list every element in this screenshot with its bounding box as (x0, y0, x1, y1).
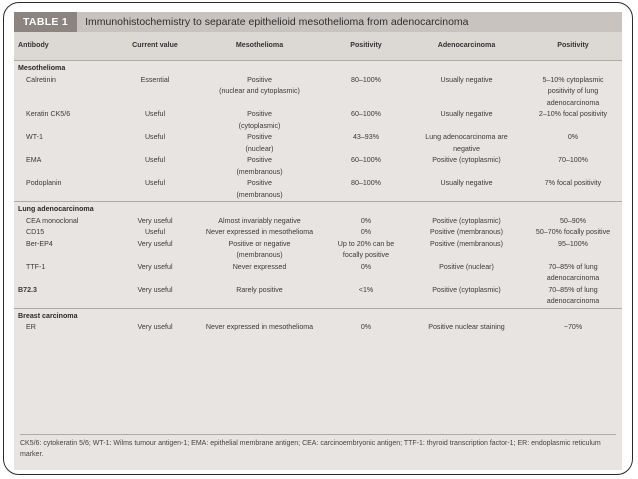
table-cell: Very useful (137, 323, 173, 331)
table-cell: Useful (144, 133, 166, 141)
table-cell: Positive (membranous) (430, 228, 503, 236)
table-row (14, 75, 622, 110)
table-row (14, 178, 622, 202)
table-tag: TABLE 1 (14, 12, 77, 32)
table-cell: WT-1 (26, 133, 43, 141)
table-cell: 70–85% of lung adenocarcinoma (546, 285, 600, 305)
col-header: Positivity (323, 32, 409, 61)
table-cell: Positive (cytoplasmic) (432, 216, 501, 225)
table-cell: Very useful (137, 262, 173, 271)
table-row (14, 262, 622, 285)
table-row (14, 285, 622, 309)
table-cell: Positive (nuclear and cytoplasmic) (219, 75, 300, 95)
table-cell: 2–10% focal positivity (538, 110, 608, 118)
table-cell: Rarely positive (236, 285, 283, 294)
table-cell: Positive (cytoplasmic) (238, 110, 281, 130)
table-body (14, 61, 622, 346)
table-cell: Positive (nuclear) (245, 133, 274, 153)
table-cell: 5–10% cytoplasmic positivity of lung adenocarcinoma (542, 75, 604, 107)
table-row (14, 322, 622, 345)
table-row (14, 132, 622, 155)
table-cell: Positive (membranous) (236, 156, 283, 176)
table-cell: B72.3 (18, 285, 37, 294)
table-cell: 7% focal positivity (544, 179, 602, 187)
table-row (14, 216, 622, 228)
table-cell: Essential (140, 75, 170, 84)
table-cell: 0% (360, 216, 372, 225)
table-cell: Never expressed (232, 262, 287, 271)
section-title: Breast carcinoma (14, 308, 622, 322)
table-cell: Podoplanin (26, 179, 62, 187)
table-cell: 0% (567, 133, 579, 141)
table-cell: Keratin CK5/6 (26, 110, 71, 118)
table-row (14, 155, 622, 178)
table-row (14, 109, 622, 132)
table-cell: 0% (360, 228, 372, 236)
table-cell: Very useful (137, 285, 173, 294)
table-cell: Usually negative (440, 179, 493, 187)
table-cell: 43–93% (352, 133, 380, 141)
table-cell: Useful (144, 110, 166, 118)
table-cell: Almost invariably negative (218, 216, 301, 225)
table-cell: EMA (26, 156, 42, 164)
table-footnote: CK5/6: cytokeratin 5/6; WT-1: Wilms tumour antigen-1; EMA: epithelial membrane antigen; CEA: carcinoembryonic antigen; TTF-1: thyroid transcription factor-1; ER: endoplasmic reticulum marker. (20, 434, 616, 460)
table-cell: CD15 (26, 228, 45, 236)
table-cell: Very useful (137, 239, 173, 248)
table-cell: <1% (358, 285, 374, 294)
table-cell: ER (26, 323, 36, 331)
table-cell: 80–100% (351, 75, 381, 84)
ihc-table (14, 32, 622, 345)
table-cell: Ber-EP4 (26, 239, 53, 248)
table-cell: CEA monoclonal (26, 216, 79, 225)
table-cell: TTF-1 (26, 262, 46, 271)
table-cell: Useful (144, 228, 166, 236)
table-cell: Positive (cytoplasmic) (432, 156, 501, 164)
table-cell: Up to 20% can be focally positive (337, 239, 395, 259)
col-header: Antibody (14, 32, 114, 61)
table-cell: 60–100% (351, 110, 381, 118)
col-header: Current value (114, 32, 196, 61)
table-cell: 50–70% focally positive (535, 228, 611, 236)
col-header: Adenocarcinoma (409, 32, 524, 61)
table-cell: Positive (membranous) (236, 179, 283, 199)
table-cell: Useful (144, 179, 166, 187)
header-row (14, 32, 622, 61)
col-header: Mesothelioma (196, 32, 323, 61)
col-header: Positivity (524, 32, 622, 61)
table-cell: 60–100% (351, 156, 381, 164)
table-title: Immunohistochemistry to separate epithelioid mesothelioma from adenocarcinoma (85, 16, 469, 28)
table-cell: 95–100% (558, 239, 588, 248)
table-cell: Positive (cytoplasmic) (432, 285, 501, 294)
section-title: Lung adenocarcinoma (14, 202, 622, 216)
table-cell: 80–100% (351, 179, 381, 187)
table-cell: 0% (360, 323, 372, 331)
table-cell: Calretinin (26, 75, 56, 84)
table-cell: 50–90% (559, 216, 587, 225)
table-cell: 70–100% (558, 156, 588, 164)
section-header-row (14, 308, 622, 322)
table-card (14, 12, 622, 470)
table-cell: Usually negative (440, 75, 493, 84)
table-cell: Usually negative (440, 110, 493, 118)
table-cell: Useful (144, 156, 166, 164)
table-title-bar (14, 12, 622, 32)
table-cell: Very useful (137, 216, 173, 225)
table-cell: Never expressed in mesothelioma (205, 228, 314, 236)
table-row (14, 239, 622, 262)
table-cell: ~70% (563, 323, 583, 331)
table-cell: 0% (360, 262, 372, 271)
table-cell: 70–85% of lung adenocarcinoma (546, 262, 600, 282)
table-cell: Positive (membranous) (430, 239, 503, 248)
table-cell: Positive or negative (membranous) (228, 239, 291, 259)
section-header-row (14, 202, 622, 216)
section-title: Mesothelioma (18, 64, 66, 72)
table-cell: Positive nuclear staining (428, 323, 505, 331)
section-header-row (14, 61, 622, 75)
table-row (14, 227, 622, 239)
table-cell: Never expressed in mesothelioma (205, 323, 314, 331)
table-cell: Positive (nuclear) (439, 262, 494, 271)
table-cell: Lung adenocarcinoma are negative (425, 133, 508, 153)
